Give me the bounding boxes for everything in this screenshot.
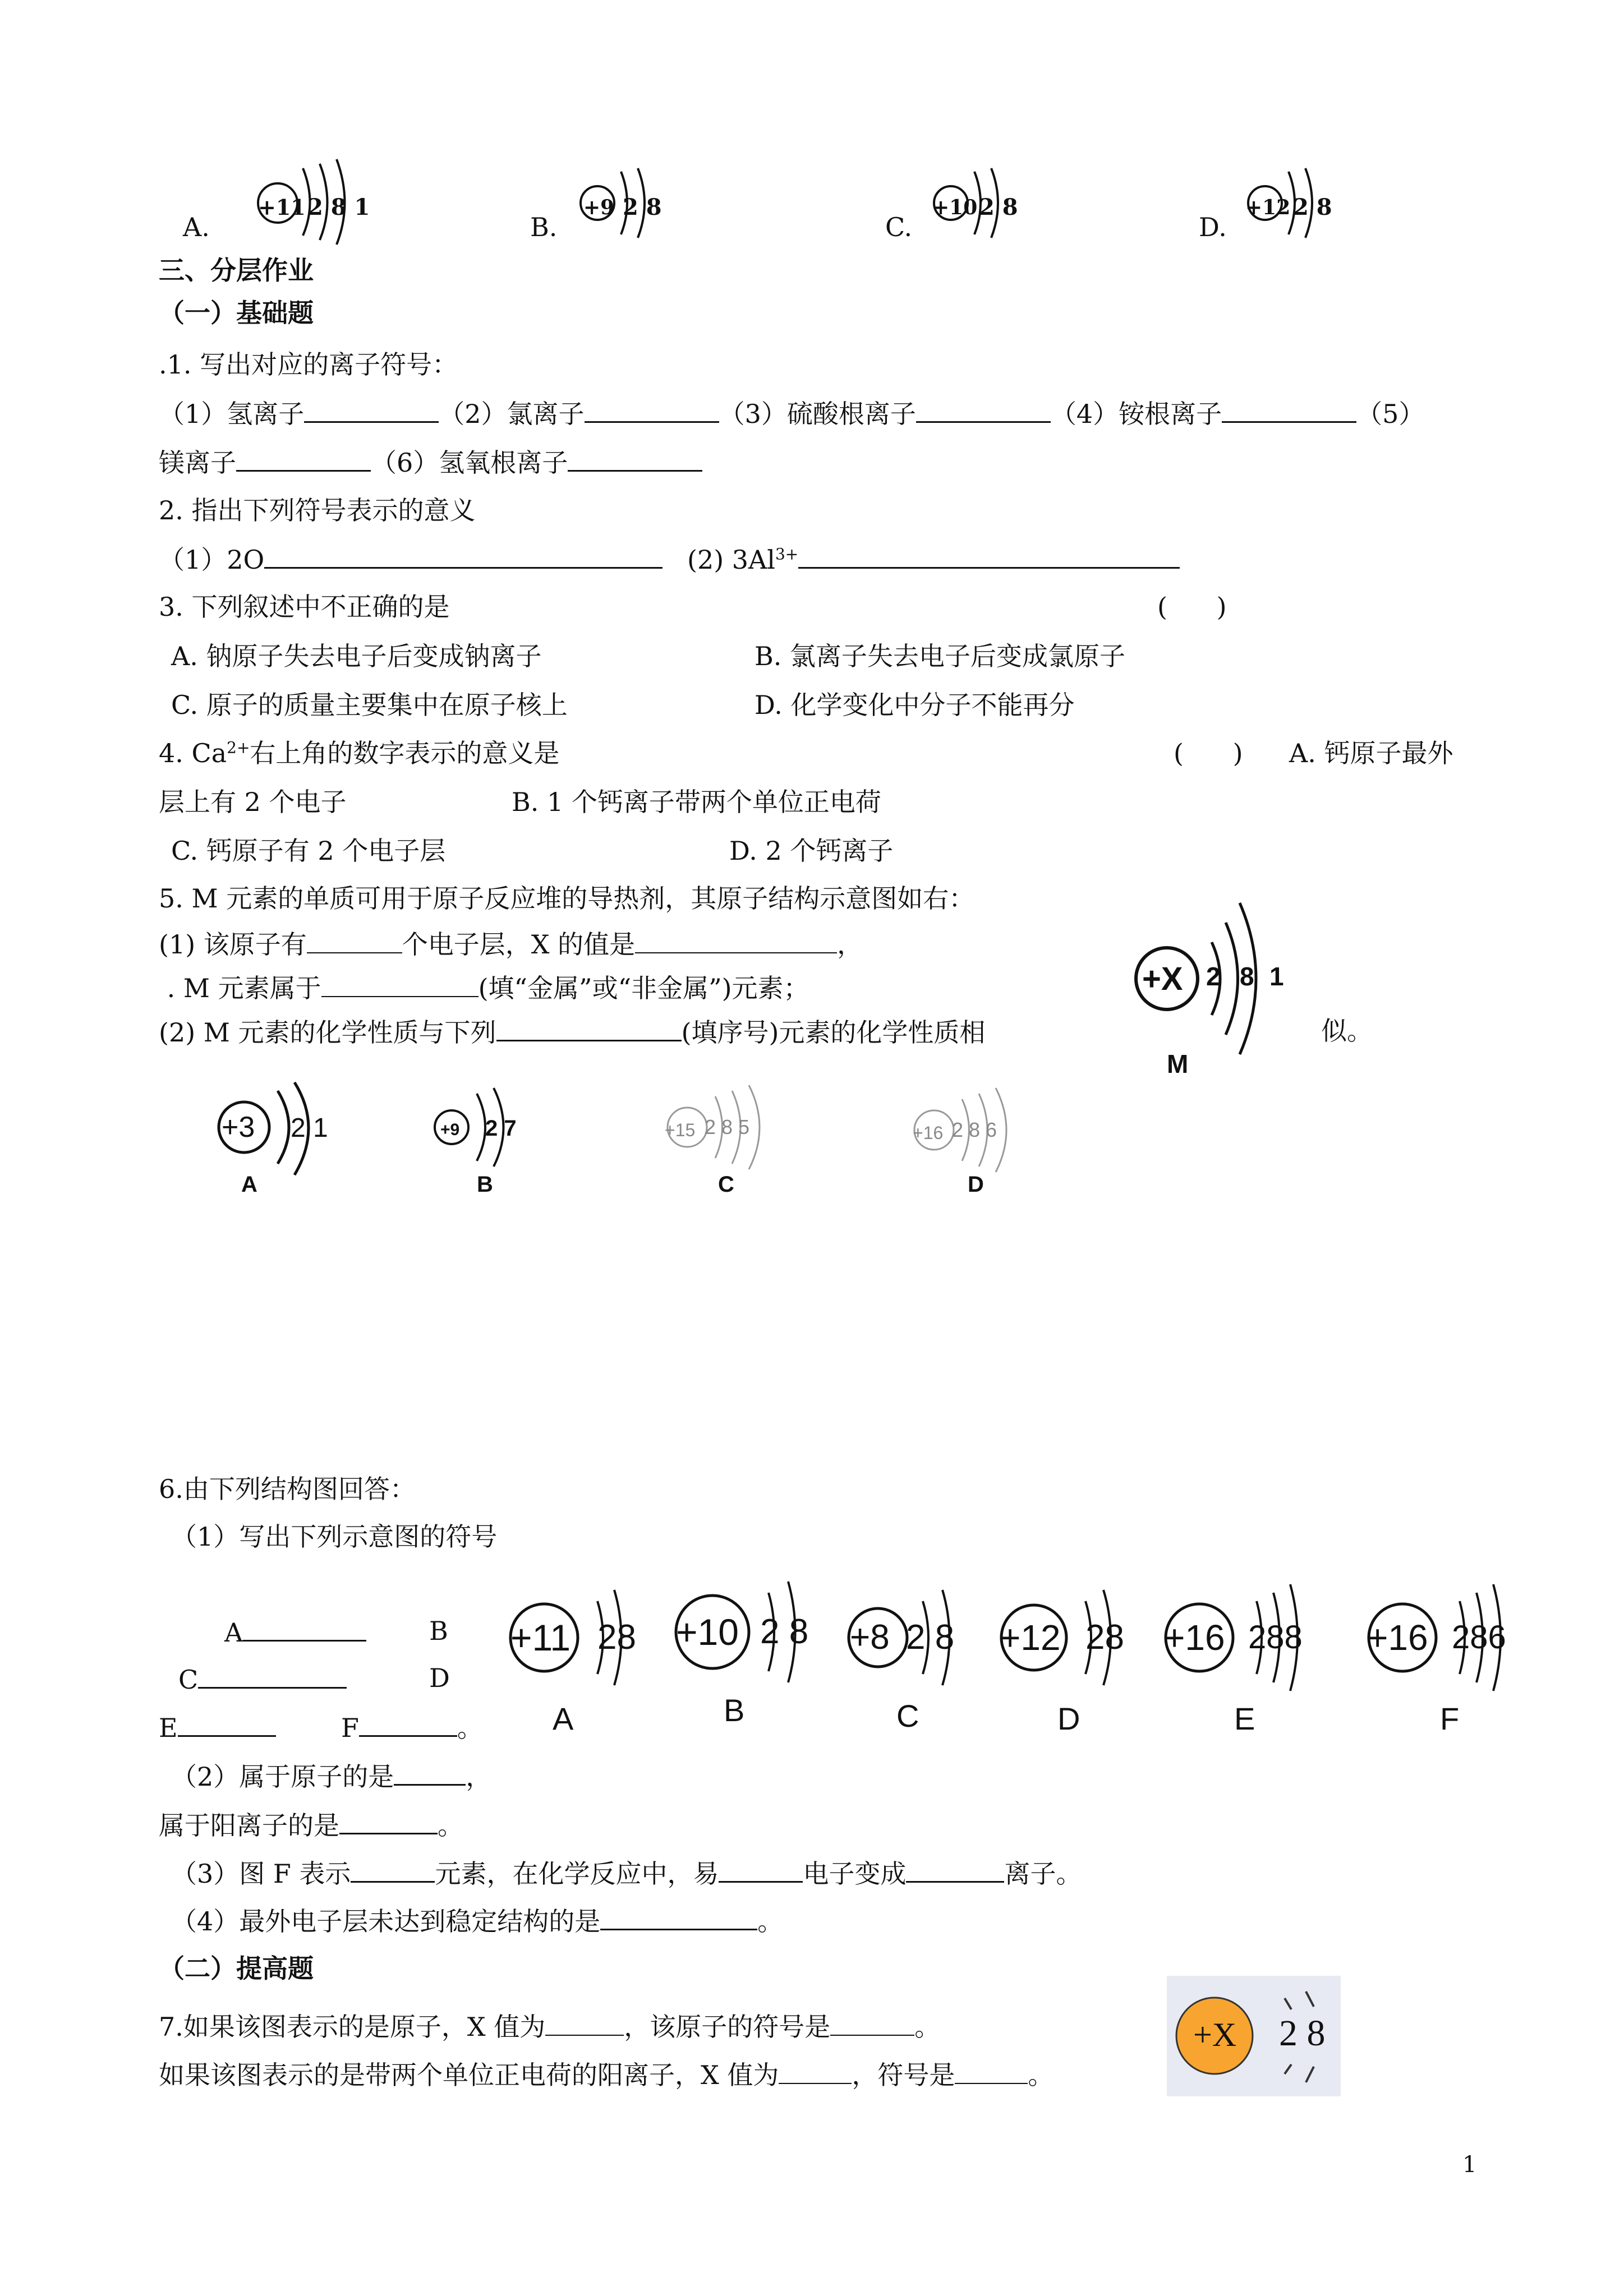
q1-line2 <box>159 444 702 480</box>
q6-fill-c <box>178 1661 347 1696</box>
q6-diagram-a-nucleus: +11 <box>510 1617 571 1658</box>
option-b-nucleus: +9 <box>583 196 615 219</box>
q7-blank-x-atom[interactable] <box>545 2009 624 2036</box>
q5-line3 <box>159 1014 985 1049</box>
q5-choice-a-nucleus: +3 <box>222 1111 255 1144</box>
q2-blank-1[interactable] <box>264 541 663 569</box>
q6-sub3-d: 离子。 <box>1004 1859 1082 1889</box>
q5-choice-d-shells: 2 8 6 <box>952 1118 997 1141</box>
q5-blank-layers[interactable] <box>307 926 402 953</box>
q5-choice-b-label: B <box>477 1172 493 1197</box>
q5-line1-c: ， <box>837 929 863 960</box>
option-c-letter: C. <box>885 212 913 242</box>
q6-fill-f-label: F <box>341 1713 359 1743</box>
q6-fill-f-period: 。 <box>457 1713 483 1743</box>
q6-blank-cation[interactable] <box>339 1807 438 1834</box>
q1-item-2: （2）氯离子 <box>439 399 585 429</box>
q5-choice-d-nucleus: +16 <box>913 1123 944 1143</box>
q1-item-1: （1）氢离子 <box>159 399 305 429</box>
option-a-letter: A. <box>183 212 210 242</box>
option-a-shells: 2 8 1 <box>307 194 370 220</box>
q5-choice-c-label: C <box>718 1172 734 1197</box>
q5-line1 <box>159 926 863 961</box>
q5-title: 5. M 元素的单质可用于原子反应堆的导热剂，其原子结构示意图如右： <box>159 883 975 914</box>
q2-item-2-charge: 3+ <box>775 545 799 564</box>
q6-sub3-b: 元素，在化学反应中，易 <box>435 1859 719 1889</box>
q6-diagram-f-label: F <box>1440 1701 1460 1736</box>
q4-option-a-part1: A. 钙原子最外 <box>1289 738 1453 768</box>
q5-line2 <box>159 970 809 1005</box>
m-nucleus: +X <box>1142 961 1183 997</box>
q7-shells: 2 8 <box>1279 2013 1326 2054</box>
subsection-advanced: （二）提高题 <box>159 1953 314 1984</box>
q1-item-6: （6）氢氧根离子 <box>371 448 568 478</box>
q7-blank-x-ion[interactable] <box>779 2057 852 2084</box>
q7-line1-c: 。 <box>914 2012 941 2042</box>
q6-sub4-a: （4）最外电子层未达到稳定结构的是 <box>171 1906 601 1937</box>
q7-line2-a: 如果该图表示的是带两个单位正电荷的阳离子，X 值为 <box>159 2060 779 2090</box>
q1-title: .1. 写出对应的离子符号： <box>159 349 458 380</box>
subsection-basic: （一）基础题 <box>159 298 314 328</box>
q4-title-pre: 4. Ca <box>159 738 227 768</box>
q6-blank-c[interactable] <box>198 1661 347 1689</box>
q6-diagram-e-nucleus: +16 <box>1164 1617 1225 1658</box>
q4-title <box>159 736 559 770</box>
q7-line2-b: ，符号是 <box>852 2060 955 2090</box>
q7-line2 <box>159 2057 1053 2092</box>
q6-sub3 <box>171 1855 1082 1891</box>
q5-line3-b: (填序号)元素的化学性质相 <box>681 1017 986 1048</box>
q2-item-2: (2) 3Al <box>687 545 775 575</box>
q4-option-b: B. 1 个钙离子带两个单位正电荷 <box>512 787 881 817</box>
q6-sub2-c: 属于阳离子的是 <box>159 1810 339 1841</box>
q6-sub3-c: 电子变成 <box>803 1859 907 1889</box>
q5-choice-c-nucleus: +15 <box>665 1120 696 1140</box>
q6-sub4 <box>171 1903 783 1938</box>
option-d-shells: 2 8 <box>1293 194 1332 220</box>
q3-option-a: A. 钠原子失去电子后变成钠离子 <box>171 641 542 671</box>
q6-diagram-e-label: E <box>1234 1701 1255 1736</box>
q6-sub2-a: （2）属于原子的是 <box>171 1762 394 1792</box>
q2-item-1-line <box>159 541 663 577</box>
q6-fill-c-label: C <box>178 1665 199 1695</box>
q6-diagram-c-label: C <box>896 1698 919 1733</box>
option-a-nucleus: +11 <box>258 195 306 220</box>
q6-diagram-c-shells: 2 8 <box>906 1618 955 1657</box>
q1-item-5-label: 镁离子 <box>159 448 236 478</box>
q4-title-post: 右上角的数字表示的意义是 <box>250 738 560 768</box>
q2-item-2-line <box>687 541 1180 577</box>
q5-blank-similar[interactable] <box>496 1014 682 1041</box>
q5-blank-x[interactable] <box>635 926 837 953</box>
q6-sub2-b: ， <box>466 1762 492 1792</box>
q6-diagram-e-shells: 288 <box>1248 1619 1303 1656</box>
q6-diagram-d-nucleus: +12 <box>1000 1617 1061 1658</box>
q3-option-c: C. 原子的质量主要集中在原子核上 <box>171 690 568 720</box>
m-shell-1: 2 <box>1206 962 1221 991</box>
q6-sub2 <box>171 1758 491 1794</box>
q4-option-c: C. 钙原子有 2 个电子层 <box>171 836 446 866</box>
q6-sub3-a: （3）图 F 表示 <box>171 1859 351 1889</box>
q5-line2-b: (填“金属”或“非金属”)元素； <box>478 973 809 1003</box>
q5-line1-a: (1) 该原子有 <box>159 929 307 960</box>
q3-answer-paren: ( ) <box>1157 592 1227 622</box>
q4-option-d: D. 2 个钙离子 <box>729 836 894 866</box>
q6-diagram-b-nucleus: +10 <box>676 1611 739 1653</box>
q5-choice-b-shells: 2 7 <box>485 1116 517 1141</box>
q6-fill-a <box>224 1614 366 1649</box>
q6-fill-d: D <box>429 1663 450 1693</box>
q2-title: 2. 指出下列符号表示的意义 <box>159 495 476 525</box>
q5-choice-a-shells: 2 1 <box>291 1113 328 1143</box>
q5-choice-a-label: A <box>241 1172 257 1197</box>
q7-blank-symbol-atom[interactable] <box>830 2009 914 2036</box>
page-number: 1 <box>1462 2152 1477 2178</box>
q6-blank-element[interactable] <box>351 1855 435 1883</box>
q6-sub2-d: 。 <box>438 1810 463 1841</box>
m-shell-2: 8 <box>1240 962 1254 991</box>
q5-line1-b: 个电子层，X 的值是 <box>402 929 636 960</box>
q5-line3-a: (2) M 元素的化学性质与下列 <box>159 1017 496 1048</box>
q6-diagram-f-shells: 286 <box>1452 1619 1506 1656</box>
q1-blank-5[interactable] <box>236 444 371 472</box>
q3-option-d: D. 化学变化中分子不能再分 <box>755 690 1075 720</box>
option-b-shells: 2 8 <box>623 194 662 220</box>
m-label: M <box>1167 1049 1189 1078</box>
q7-blank-symbol-ion[interactable] <box>955 2057 1028 2084</box>
q6-blank-a[interactable] <box>243 1614 366 1642</box>
q1-blank-1[interactable] <box>304 395 439 423</box>
q5-line3-end: 似。 <box>1321 1016 1373 1046</box>
q5-choice-d-label: D <box>968 1172 984 1197</box>
q1-blank-4[interactable] <box>1222 395 1356 423</box>
q1-blank-2[interactable] <box>585 395 719 423</box>
q4-charge: 2+ <box>227 738 250 757</box>
q6-blank-ion[interactable] <box>906 1855 1004 1883</box>
q6-diagram-f-nucleus: +16 <box>1367 1617 1428 1658</box>
option-c-nucleus: +10 <box>932 196 978 219</box>
q6-title: 6.由下列结构图回答： <box>159 1474 416 1504</box>
q6-sub1: （1）写出下列示意图的符号 <box>171 1522 498 1552</box>
option-d-nucleus: +12 <box>1245 196 1291 219</box>
q6-diagram-a-label: A <box>553 1701 574 1736</box>
q5-blank-metal[interactable] <box>321 970 479 997</box>
q3-title: 3. 下列叙述中不正确的是 <box>159 592 450 622</box>
q7-nucleus: +X <box>1193 2016 1237 2053</box>
q4-option-a-part2: 层上有 2 个电子 <box>159 787 347 817</box>
q6-diagram-b-label: B <box>724 1693 745 1728</box>
q6-blank-f[interactable] <box>359 1709 457 1737</box>
q6-diagram-d-label: D <box>1057 1701 1080 1736</box>
option-c-shells: 2 8 <box>979 194 1018 220</box>
q6-blank-gain-lose[interactable] <box>719 1855 803 1883</box>
q6-fill-a-label: A <box>224 1617 243 1648</box>
q6-diagram-d-shells: 28 <box>1085 1618 1124 1657</box>
q6-diagram-a-shells: 28 <box>597 1618 636 1657</box>
q7-line1-a: 7.如果该图表示的是原子，X 值为 <box>159 2012 546 2042</box>
q6-blank-atom[interactable] <box>394 1758 466 1786</box>
q6-fill-f <box>341 1709 483 1745</box>
q6-sub4-b: 。 <box>757 1906 784 1937</box>
q6-diagram-b-shells: 2 8 <box>760 1612 809 1651</box>
q1-blank-6[interactable] <box>568 444 702 472</box>
q7-line1-b: ，该原子的符号是 <box>624 2012 831 2042</box>
q2-item-1: （1）2O <box>159 545 265 575</box>
q6-fill-e <box>159 1709 276 1745</box>
q2-blank-2[interactable] <box>798 541 1180 569</box>
q1-item-3: （3）硫酸根离子 <box>719 399 916 429</box>
q1-blank-3[interactable] <box>916 395 1051 423</box>
q6-blank-unstable[interactable] <box>600 1903 757 1930</box>
q7-line1 <box>159 2009 940 2044</box>
section-heading: 三、分层作业 <box>159 255 314 285</box>
q6-blank-e[interactable] <box>178 1709 276 1737</box>
q5-choice-c-shells: 2 8 5 <box>705 1115 750 1138</box>
q5-choice-b-nucleus: +9 <box>440 1121 460 1139</box>
q1-line1 <box>159 395 1424 431</box>
q3-option-b: B. 氯离子失去电子后变成氯原子 <box>755 641 1126 671</box>
q6-fill-e-label: E <box>159 1713 178 1743</box>
q1-item-4: （4）铵根离子 <box>1050 399 1222 429</box>
option-d-letter: D. <box>1199 212 1227 242</box>
q5-line2-a: . M 元素属于 <box>159 973 321 1003</box>
q4-answer-paren: ( ) <box>1174 738 1243 768</box>
q6-diagram-c-nucleus: +8 <box>850 1618 890 1657</box>
q7-line2-c: 。 <box>1028 2060 1054 2090</box>
q1-item-5: （5） <box>1356 399 1425 429</box>
option-b-letter: B. <box>530 212 558 242</box>
q6-sub2-cation <box>159 1807 463 1842</box>
m-shell-3: 1 <box>1269 962 1284 991</box>
q6-fill-b: B <box>429 1616 448 1646</box>
